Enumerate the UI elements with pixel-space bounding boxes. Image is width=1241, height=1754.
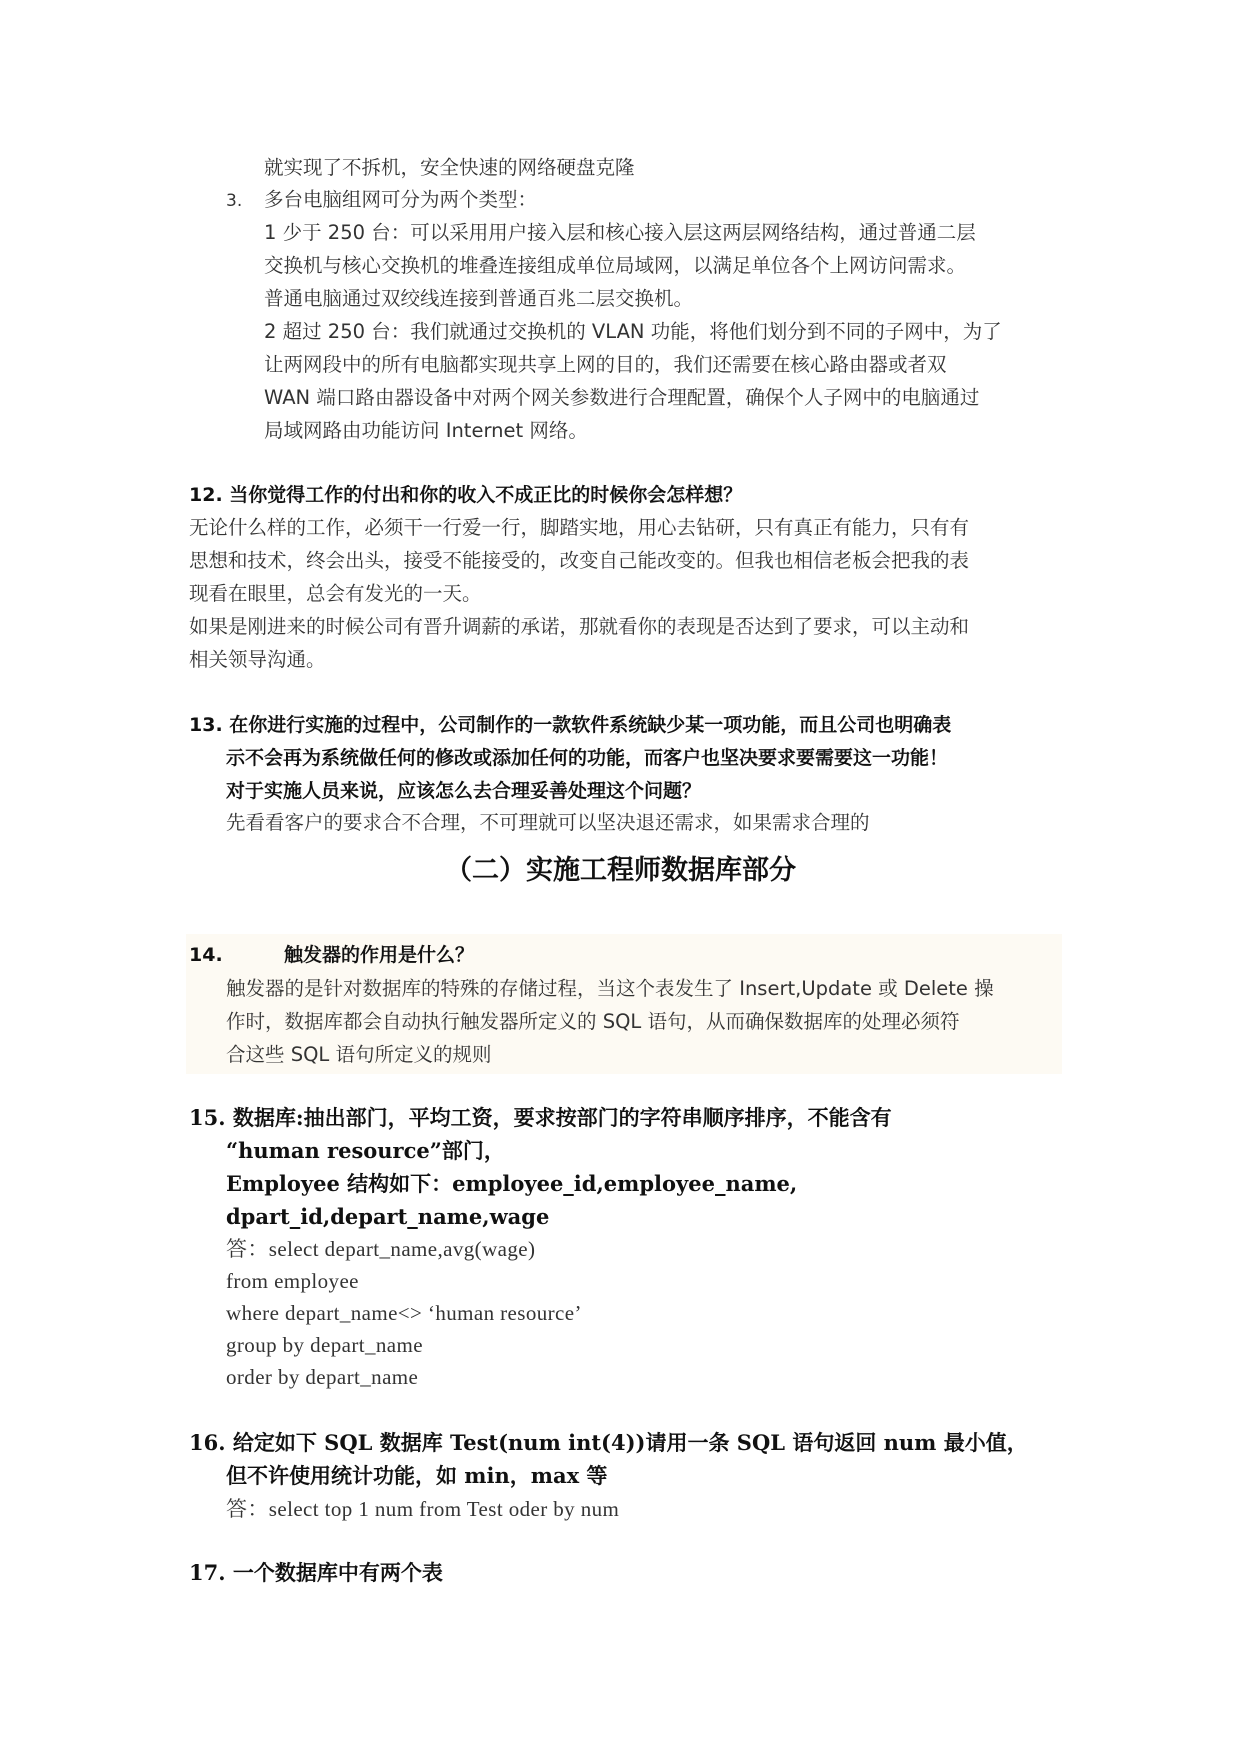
- paragraph-line: 让两网段中的所有电脑都实现共享上网的目的，我们还需要在核心路由器或者双: [264, 353, 947, 376]
- sql-line: 答：select depart_name,avg(wage): [226, 1237, 536, 1261]
- paragraph-line: 普通电脑通过双绞线连接到普通百兆二层交换机。: [264, 287, 694, 310]
- question-15-line: Employee 结构如下：employee_id,employee_name,: [226, 1171, 798, 1196]
- paragraph-line: 2 超过 250 台：我们就通过交换机的 VLAN 功能，将他们划分到不同的子网中，为了: [264, 320, 1002, 343]
- question-16-line: 但不许使用统计功能，如 min，max 等: [226, 1463, 608, 1488]
- paragraph-line: 交换机与核心交换机的堆叠连接组成单位局域网，以满足单位各个上网访问需求。: [264, 254, 967, 277]
- question-15: 15. 数据库:抽出部门，平均工资，要求按部门的字符串顺序排序，不能含有: [189, 1105, 892, 1130]
- question-13-line: 示不会再为系统做任何的修改或添加任何的功能，而客户也坚决要求要需要这一功能！: [226, 747, 949, 769]
- question-15-line: “human resource”部门，: [226, 1138, 505, 1163]
- question-12: 12. 当你觉得工作的付出和你的收入不成正比的时候你会怎样想？: [189, 484, 743, 506]
- answer-line: 触发器的是针对数据库的特殊的存储过程，当这个表发生了 Insert,Update 或 Delete 操: [226, 977, 994, 1000]
- question-13: 13. 在你进行实施的过程中，公司制作的一款软件系统缺少某一项功能，而且公司也明确表: [189, 714, 952, 736]
- paragraph-line: 就实现了不拆机，安全快速的网络硬盘克隆: [264, 156, 635, 179]
- paragraph-line: WAN 端口路由器设备中对两个网关参数进行合理配置，确保个人子网中的电脑通过: [264, 386, 980, 409]
- sql-line: order by depart_name: [226, 1365, 419, 1389]
- answer-line: 作时，数据库都会自动执行触发器所定义的 SQL 语句，从而确保数据库的处理必须符: [226, 1010, 960, 1033]
- answer-line: 相关领导沟通。: [189, 648, 326, 671]
- paragraph-line: 1 少于 250 台：可以采用用户接入层和核心接入层这两层网络结构，通过普通二层: [264, 221, 976, 244]
- paragraph-line: 局域网路由功能访问 Internet 网络。: [264, 419, 588, 442]
- sql-line: 答：select top 1 num from Test oder by num: [226, 1497, 620, 1521]
- question-13-line: 对于实施人员来说，应该怎么去合理妥善处理这个问题？: [226, 780, 702, 802]
- question-14-number: 14.: [189, 944, 223, 966]
- sql-line: from employee: [226, 1269, 359, 1293]
- sql-line: group by depart_name: [226, 1333, 423, 1357]
- answer-line: 如果是刚进来的时候公司有晋升调薪的承诺，那就看你的表现是否达到了要求，可以主动和: [189, 615, 970, 638]
- answer-line: 无论什么样的工作，必须干一行爱一行，脚踏实地，用心去钻研，只有真正有能力，只有有: [189, 516, 970, 539]
- list-number: 3.: [226, 191, 243, 211]
- answer-line: 现看在眼里，总会有发光的一天。: [189, 582, 482, 605]
- sql-line: where depart_name<> ‘human resource’: [226, 1301, 582, 1325]
- section-heading: （二）实施工程师数据库部分: [445, 855, 796, 886]
- question-17: 17. 一个数据库中有两个表: [189, 1560, 443, 1585]
- question-14: 触发器的作用是什么？: [284, 944, 475, 966]
- question-16: 16. 给定如下 SQL 数据库 Test(num int(4))请用一条 SQL 语句返回 num 最小值，: [189, 1430, 1028, 1455]
- answer-line: 先看看客户的要求合不合理，不可理就可以坚决退还需求，如果需求合理的: [226, 811, 870, 834]
- question-15-line: dpart_id,depart_name,wage: [226, 1204, 550, 1229]
- list-item-title: 多台电脑组网可分为两个类型：: [264, 188, 538, 211]
- answer-line: 合这些 SQL 语句所定义的规则: [226, 1043, 492, 1066]
- answer-line: 思想和技术，终会出头，接受不能接受的，改变自己能改变的。但我也相信老板会把我的表: [189, 549, 970, 572]
